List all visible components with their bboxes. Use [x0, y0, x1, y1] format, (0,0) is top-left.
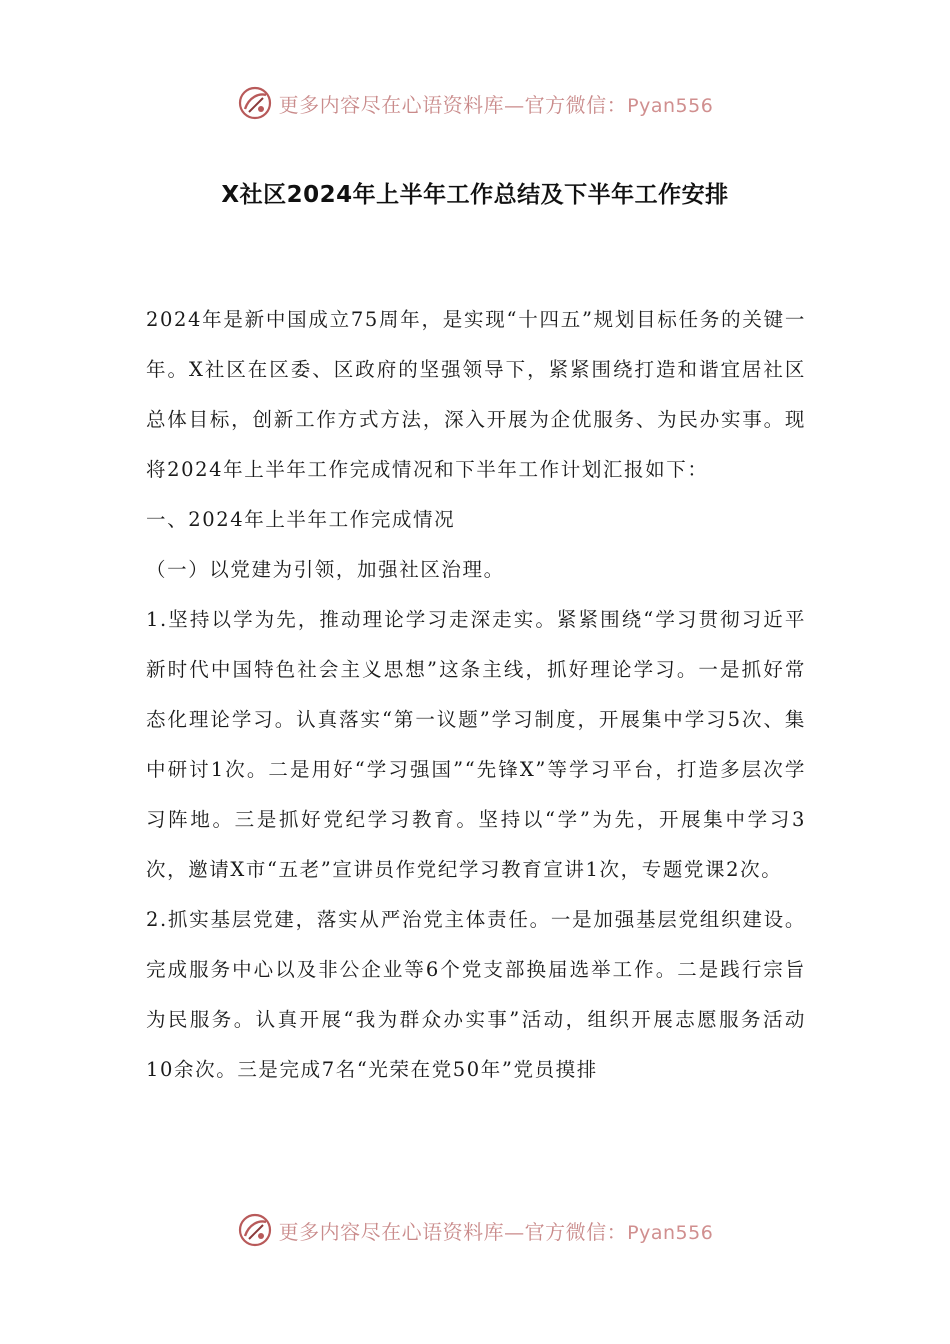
- watermark-text: 更多内容尽在心语资料库—官方微信：Pyan556: [278, 1219, 714, 1244]
- heading-section-1: 一、2024年上半年工作完成情况: [146, 508, 456, 531]
- watermark-text: 更多内容尽在心语资料库—官方微信：Pyan556: [278, 92, 714, 117]
- document-body: [146, 295, 806, 1095]
- brand-logo-icon: [237, 85, 273, 121]
- paragraph-item-2: 2.抓实基层党建，落实从严治党主体责任。一是加强基层党组织建设。完成服务中心以及非公企业等6个党支部换届选举工作。二是践行宗旨为民服务。认真开展“我为群众办实事”活动，组织开展志愿服务活动10余次。三是完成7名“光荣在党50年”党员摸排: [146, 908, 806, 1081]
- watermark-banner-bottom: [0, 1205, 950, 1255]
- paragraph-intro: 2024年是新中国成立75周年，是实现“十四五”规划目标任务的关键一年。X社区在区委、区政府的坚强领导下，紧紧围绕打造和谐宜居社区总体目标，创新工作方式方法，深入开展为企优服务、为民办实事。现将2024年上半年工作完成情况和下半年工作计划汇报如下：: [146, 308, 806, 481]
- brand-logo-icon: [237, 1212, 273, 1248]
- document-title: X社区2024年上半年工作总结及下半年工作安排: [221, 182, 729, 208]
- heading-subsection-1: （一）以党建为引领，加强社区治理。: [146, 558, 505, 581]
- wechat-id: Pyan556: [627, 1221, 714, 1244]
- watermark-banner-top: [0, 78, 950, 128]
- paragraph-item-1: 1.坚持以学为先，推动理论学习走深走实。紧紧围绕“学习贯彻习近平新时代中国特色社会主义思想”这条主线，抓好理论学习。一是抓好常态化理论学习。认真落实“第一议题”学习制度，开展集中学习5次、集中研讨1次。二是用好“学习强国”“先锋X”等学习平台，打造多层次学习阵地。三是抓好党纪学习教育。坚持以“学”为先，开展集中学习3次，邀请X市“五老”宣讲员作党纪学习教育宣讲1次，专题党课2次。: [146, 608, 806, 881]
- wechat-id: Pyan556: [627, 94, 714, 117]
